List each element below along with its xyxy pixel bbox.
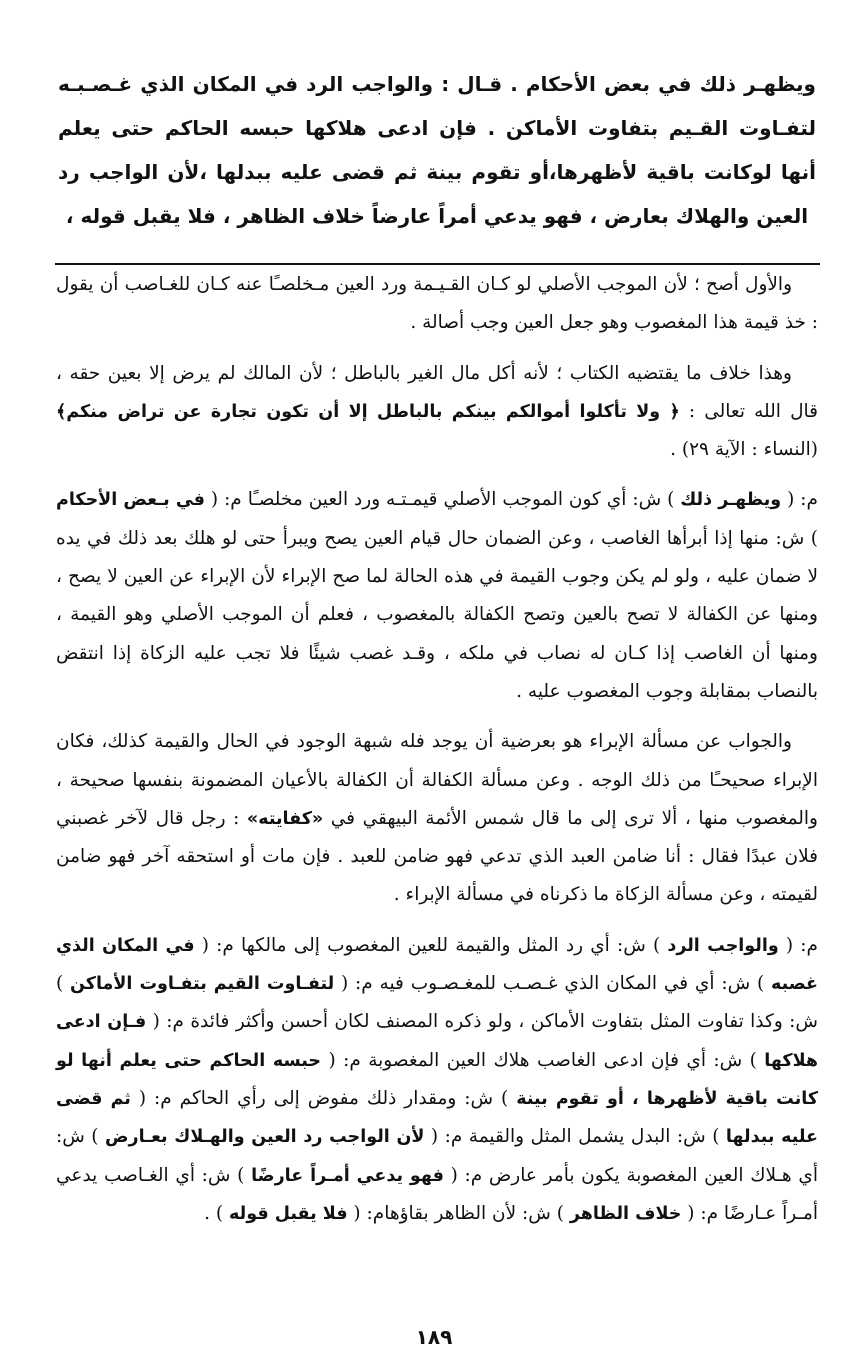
explanation: ) ش: أي رد المثل والقيمة للعين المغصوب إلى مالكها م: ( <box>201 934 661 956</box>
matn-quote: في المكان الذي غصبه <box>56 935 818 995</box>
matn-quote: خلاف الظاهر <box>569 1203 682 1224</box>
page-number: ١٨٩ <box>415 1325 453 1349</box>
explanation: ) ش: منها إذا أبرأها الغاصب ، وعن الضمان حال قيام العين يصح ويبرأ حتى لو هلك بعد ذلك في يده لا ضمان عليه ، ولو لم يكن وجوب القيمة في هذه الحالة لما صح الإبراء لأن الإبراء عن العين لا يصح ، ومنها عن الكفالة لا تصح بالعين وتصح الكفالة بالمغصوب ، فعلم أن الموجب الأصلي وهو القيمة ، ومنها أن الغاصب إذا كـان له نصاب في ملكه ، وقـد غصب شيئًا فلا تجب عليه الزكاة إذا انتقض بالنصاب بمقابلة وجوب المغصوب عليه . <box>56 527 818 702</box>
matn-quote: ثم قضى عليه ببدلها <box>56 1088 818 1148</box>
commentary-paragraph-5 <box>56 927 818 1233</box>
commentary-block <box>56 266 818 1245</box>
matn-quote: والواجب الرد <box>667 935 779 956</box>
book-title: «كفايته» <box>246 808 324 829</box>
paragraph-2-text: وهذا خلاف ما يقتضيه الكتاب ؛ لأنه أكل مال الغير بالباطل ؛ لأن المالك لم يرض إلا بعين حقه ، قال الله تعالى : <box>56 362 818 422</box>
separator-line <box>55 263 820 265</box>
explanation: ) ش: أي في المكان الذي غـصـب للمغـصـوب فيه م: ( <box>341 973 765 995</box>
commentary-paragraph-3 <box>56 481 818 711</box>
explanation: ) ش: أي هـلاك العين المغصوبة يكون بأمر عارض م: ( <box>56 1126 818 1186</box>
marker: م: ( <box>787 489 818 511</box>
commentary-paragraph-4 <box>56 723 818 914</box>
matn-quote: فـإن ادعى هلاكها <box>56 1012 819 1071</box>
commentary-paragraph-2 <box>56 355 818 470</box>
explanation: ) ش: أي كون الموجب الأصلي قيمـتـه ورد العين مخلصـًا م: ( <box>210 489 675 511</box>
matn-quote: لأن الواجب رد العين والهـلاك بعـارض <box>105 1127 425 1148</box>
matn-quote: حبسه الحاكم حتى يعلم أنها لو كانت باقية لأظهرها ، أو تقوم بينة <box>56 1050 819 1109</box>
matn-quote: فلا يقبل قوله <box>229 1203 348 1224</box>
marker: م: ( <box>785 934 818 956</box>
explanation: والجواب عن مسألة الإبراء هو بعرضية أن يوجد فله شبهة الوجود في الحال والقيمة كذلك، فكان الإبراء صحيحـًا من ذلك الوجه . وعن مسألة الكفالة أن الكفالة بالأعيان المضمونة بنفسها صحيحة ، والمغصوب منها ، ألا ترى إلى ما قال شمس الأئمة البيهقي في <box>56 731 818 829</box>
explanation: ) ش: أي فإن ادعى الغاصب هلاك العين المغصوبة م: ( <box>328 1049 757 1071</box>
matn-text: ويظهـر ذلك في بعض الأحكام . قـال : والواجب الرد في المكان الذي غـصـبـه لتفـاوت القـيم بتفاوت الأماكن . فإن ادعى هلاكها حبسه الحاكم حتى يعلم أنها لوكانت باقية لأظهرها،أو تقوم بينة ثم قضى عليه ببدلها ،لأن الواجب رد العين والهلاك بعارض ، فهو يدعي أمراً عارضاً خلاف الظاهر ، فلا يقبل قوله ، <box>58 72 816 228</box>
explanation: ) ش: ومقدار ذلك مفوض إلى رأي الحاكم م: ( <box>138 1087 509 1109</box>
matn-quote: ويظهـر ذلك <box>680 490 782 511</box>
explanation: : رجل قال لآخر غصبني فلان عبدًا فقال : أنا ضامن العبد الذي تدعي فهو ضامن للعبد . فإن مات أو استحقه آخر فهو ضامن لقيمته ، وعن مسألة الزكاة ما ذكرناه في مسألة الإبراء . <box>56 807 818 906</box>
matn-quote: لتفـاوت القيم بتفـاوت الأماكن <box>70 974 335 995</box>
matn-quote: في بـعض الأحكام <box>56 490 205 511</box>
explanation: ) ش: أي الغـاصب يدعي أمـراً عـارضًا م: ( <box>56 1164 818 1224</box>
verse-reference: (النساء : الآية ٢٩) . <box>670 439 818 461</box>
commentary-paragraph-1: والأول أصح ؛ لأن الموجب الأصلي لو كـان القـيـمة ورد العين مـخلصـًا عنه كـان للغـاصب أن يقول : خذ قيمة هذا المغصوب وهو جعل العين وجب أصالة . <box>56 274 818 334</box>
explanation: ) ش: البدل يشمل المثل والقيمة م: ( <box>430 1126 720 1148</box>
explanation: ) ش: وكذا تفاوت المثل بتفاوت الأماكن ، ولو ذكره المصنف لكان أحسن وأكثر فائدة م: ( <box>56 973 818 1033</box>
quran-verse: ﴿ ولا تأكلوا أموالكم بينكم بالباطل إلا أن تكون تجارة عن تراض منكم﴾ <box>56 401 680 422</box>
matn-quote: فهو يدعي أمـراً عارضًا <box>251 1165 444 1186</box>
explanation: ) . <box>204 1202 224 1224</box>
explanation: ) ش: لأن الظاهر بقاؤهام: ( <box>353 1202 564 1224</box>
